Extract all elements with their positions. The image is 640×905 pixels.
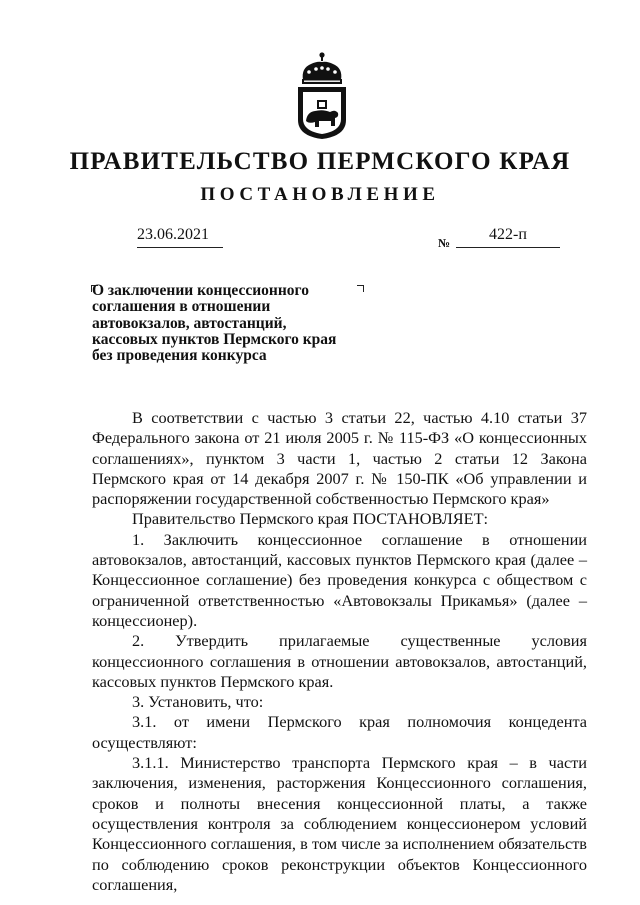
crown-icon [302,52,342,84]
document-number: 422-п [489,226,527,243]
document-subject [92,283,372,364]
document-body [92,408,587,895]
body-paragraph: 3.1.1. Министерство транспорта Пермского края – в части заключения, изменения, расторжения Концессионного соглашения, сроков и полноты внесения концессионной платы, а также осуществления контроля за соблюдением концессионером условий Концессионного соглашения, в том числе за исполнением обязательств по соблюдению сроков реконструкции объектов Концессионного соглашения, [92,753,587,894]
body-paragraph: 2. Утвердить прилагаемые существенные условия концессионного соглашения в отношении автовокзалов, автостанций, кассовых пунктов Пермского края. [92,631,587,691]
shield-icon [298,87,346,139]
body-paragraph: 3. Установить, что: [132,692,264,712]
body-paragraph: 1. Заключить концессионное соглашение в отношении автовокзалов, автостанций, кассовых пунктов Пермского края (далее – Концессионное соглашение) без проведения конкурса с обществом с ограниченной ответственностью «Автовокзалы Прикамья» (далее – концессионер). [92,529,587,630]
body-paragraph: Правительство Пермского края ПОСТАНОВЛЯЕТ: [132,509,489,529]
date-underline [137,247,223,248]
document-date: 23.06.2021 [137,226,209,243]
subject-line: О заключении концессионного [92,282,309,299]
document-type: ПОСТАНОВЛЕНИЕ [200,184,440,205]
body-paragraph: В соответствии с частью 3 статьи 22, частью 4.10 статьи 37 Федерального закона от 21 июля 2005 г. № 115-ФЗ «О концессионных соглашениях», пунктом 3 части 1, частью 2 статьи 12 Закона Пермского края от 14 декабря 2007 г. № 150-ПК «Об управлении и распоряжении государственной собственностью Пермского края» [92,408,587,509]
subject-line: автовокзалов, автостанций, [92,314,287,332]
subject-line: кассовых пунктов Пермского края [92,330,337,348]
coat-of-arms-emblem [291,50,353,140]
body-paragraph: 3.1. от имени Пермского края полномочия концедента осуществляют: [92,712,587,752]
subject-line: соглашения в отношении [92,298,271,316]
subject-line: без проведения конкурса [92,347,267,365]
number-underline [456,247,560,248]
government-title: ПРАВИТЕЛЬСТВО ПЕРМСКОГО КРАЯ [69,148,571,175]
number-sign: № [438,236,451,250]
